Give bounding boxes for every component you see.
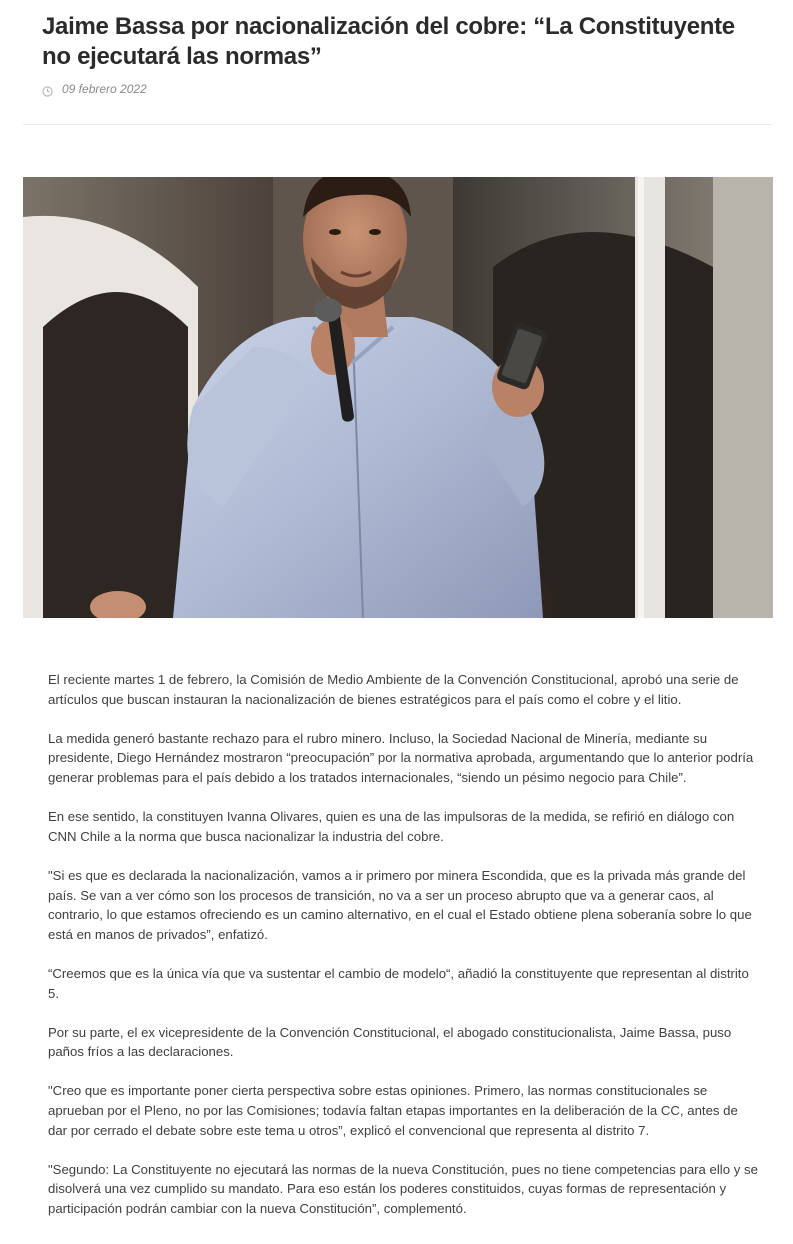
paragraph: La medida generó bastante rechazo para el rubro minero. Incluso, la Sociedad Nacional de Minería, mediante su presidente, Diego Hernández mostraron “preocupación” por la normativa aprobada, argumentando que lo anterior podría generar problemas para el país debido a los tratados internacionales, “siendo un pésimo negocio para Chile”. (48, 730, 754, 785)
paragraph: Por su parte, el ex vicepresidente de la Convención Constitucional, el abogado constitucionalista, Jaime Bassa, puso paños fríos a las declaraciones. (48, 1024, 732, 1060)
paragraph: En ese sentido, la constituyen Ivanna Olivares, quien es una de las impulsoras de la medida, se refirió en diálogo con CNN Chile a la norma que busca nacionalizar la industria del cobre. (48, 809, 735, 844)
article-title: Jaime Bassa por nacionalización del cobre: “La Constituyente no ejecutará las normas” (42, 13, 735, 70)
article-photo (23, 177, 773, 618)
clock-icon (42, 84, 53, 95)
paragraph: "Si es que es declarada la nacionalización, vamos a ir primero por minera Escondida, que es la privada más grande del país. Se van a ver cómo son los procesos de transición, no va a ser un proceso abrupto que va a generar caos, al contrario, lo que estamos ofreciendo es un camino alternativo, en el cual el Estado obtiene plena soberanía sobre lo que está en manos de privados”, enfatizó. (48, 867, 752, 942)
article-body (48, 670, 760, 1238)
paragraph: "Segundo: La Constituyente no ejecutará las normas de la nueva Constitución, pues no tiene competencias para ello y se disolverá una vez cumplido su mandato. Para eso están los poderes constituidos, cuyas formas de representación y participación podrán cambiar con la nueva Constitución”, complementó. (48, 1161, 758, 1217)
article-meta (42, 81, 147, 97)
paragraph: "Creo que es importante poner cierta perspectiva sobre estas opiniones. Primero, las normas constitucionales se aprueban por el Pleno, no por las Comisiones; todavía faltan etapas importantes en la deliberación de la CC, antes de dar por cerrado el debate sobre este tema u otros”, explicó el convencional que representa al distrito 7. (48, 1083, 738, 1138)
paragraph: El reciente martes 1 de febrero, la Comisión de Medio Ambiente de la Convención Constitucional, aprobó una serie de artículos que buscan instauran la nacionalización de bienes estratégicos para el país como el cobre y el litio. (48, 672, 739, 707)
publish-date: 09 febrero 2022 (62, 82, 147, 96)
header-divider (23, 124, 772, 125)
paragraph: “Creemos que es la única vía que va sustentar el cambio de modelo“, añadió la constituyente que representan al distrito 5. (48, 965, 749, 1001)
